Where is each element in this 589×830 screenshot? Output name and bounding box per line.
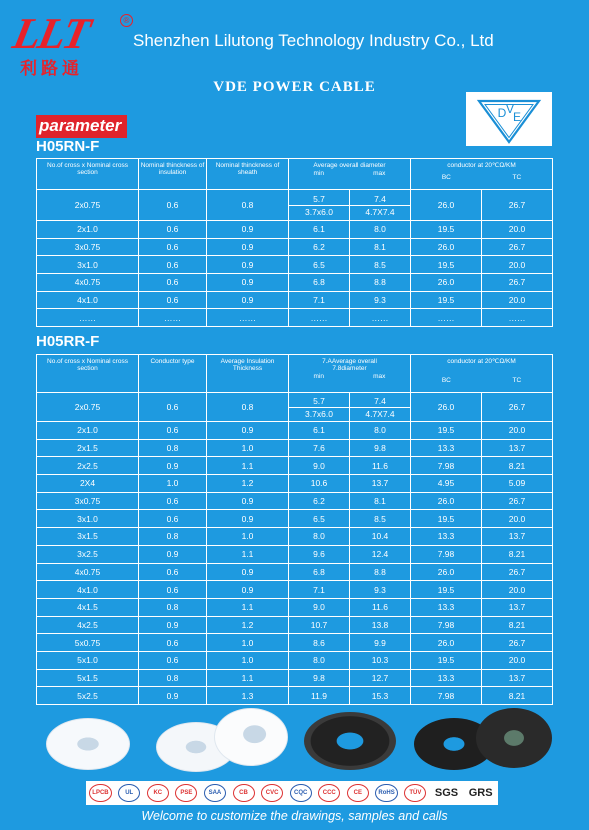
cell-max: 8.0	[350, 221, 411, 239]
cell-max: 8.1	[350, 492, 411, 510]
cell-min: 9.6	[289, 545, 350, 563]
table-row	[37, 274, 553, 292]
cell-tc: 26.7	[482, 563, 553, 581]
cell-sheath: 1.1	[207, 598, 289, 616]
table-row	[37, 221, 553, 239]
cell-sheath: 0.9	[207, 274, 289, 292]
cell-sheath: 1.1	[207, 669, 289, 687]
cell-size: 5x1.0	[37, 651, 139, 669]
table-row	[37, 616, 553, 634]
cell-tc: 20.0	[482, 291, 553, 309]
parameter-label: parameter	[36, 115, 127, 138]
table-row	[37, 190, 553, 221]
cell-ins: 0.8	[139, 528, 207, 546]
cell-tc: 26.7	[482, 393, 553, 422]
cell-size: 2x1.0	[37, 422, 139, 440]
cell-min: 10.6	[289, 475, 350, 493]
cell-sheath: 0.9	[207, 492, 289, 510]
cell-size: 3x1.0	[37, 510, 139, 528]
cell-tc: 5.09	[482, 475, 553, 493]
cell-bc: 19.5	[411, 510, 482, 528]
cell-ins: 0.6	[139, 422, 207, 440]
cell-sheath: 1.0	[207, 634, 289, 652]
cell-bc: 19.5	[411, 291, 482, 309]
cell-ins: 0.6	[139, 274, 207, 292]
cert-tv-icon: TÜV	[404, 784, 426, 802]
cell-max: 9.3	[350, 581, 411, 599]
cell-max: ……	[350, 309, 411, 327]
cert-ccc-icon: CCC	[318, 784, 340, 802]
cell-max	[350, 393, 411, 422]
table-row	[37, 581, 553, 599]
cell-ins: 0.9	[139, 545, 207, 563]
cell-tc: 20.0	[482, 221, 553, 239]
cell-tc: 20.0	[482, 256, 553, 274]
table-row	[37, 598, 553, 616]
cell-tc: 13.7	[482, 669, 553, 687]
vde-triangle-icon	[466, 92, 552, 146]
cell-ins: 0.6	[139, 581, 207, 599]
cell-min: 11.9	[289, 687, 350, 705]
cell-min: 7.1	[289, 581, 350, 599]
header-diameter-label-b: 7.8diameter	[332, 365, 367, 372]
cell-sheath: 1.2	[207, 475, 289, 493]
vde-letter-e: E	[512, 110, 522, 124]
cell-size: 2x0.75	[37, 393, 139, 422]
table-row	[37, 439, 553, 457]
cell-max: 8.5	[350, 256, 411, 274]
cell-min: 9.0	[289, 457, 350, 475]
cell-size: 2X4	[37, 475, 139, 493]
cell-bc: 26.0	[411, 393, 482, 422]
cell-sheath: 1.1	[207, 545, 289, 563]
cell-sheath: 0.9	[207, 563, 289, 581]
cell-size: ……	[37, 309, 139, 327]
cell-sheath: ……	[207, 309, 289, 327]
cell-size: 4x1.0	[37, 581, 139, 599]
cell-tc: 20.0	[482, 422, 553, 440]
header-max: max	[373, 373, 386, 380]
header-conductor	[411, 159, 553, 190]
cell-size: 2x2.5	[37, 457, 139, 475]
cell-sheath: 0.9	[207, 291, 289, 309]
cell-tc: 20.0	[482, 510, 553, 528]
cell-ins: 0.6	[139, 291, 207, 309]
header-insulation-thickness: Average Insulation Thickness	[207, 355, 289, 393]
cell-bc: 13.3	[411, 669, 482, 687]
cell-max: 10.4	[350, 528, 411, 546]
cell-min-value: 5.7	[289, 191, 349, 206]
cell-sheath: 0.9	[207, 238, 289, 256]
cell-min: 9.0	[289, 598, 350, 616]
cell-size: 3x0.75	[37, 492, 139, 510]
footer-slogan: Welcome to customize the drawings, samples and calls	[141, 809, 448, 823]
cell-max-flat: 4.7X7.4	[365, 207, 395, 217]
document-title: VDE POWER CABLE	[213, 79, 376, 95]
cell-max: 12.7	[350, 669, 411, 687]
header-diameter	[289, 355, 411, 393]
cell-sheath: 0.9	[207, 510, 289, 528]
cell-ins: 0.6	[139, 634, 207, 652]
cell-sheath: 0.8	[207, 190, 289, 221]
header-cross-section: No.of cross x Nominal cross section	[37, 355, 139, 393]
cell-size: 4x2.5	[37, 616, 139, 634]
cell-max: 8.5	[350, 510, 411, 528]
header-diameter-label: Average overall diameter	[313, 162, 386, 169]
cell-size: 2x0.75	[37, 190, 139, 221]
cert-ce-icon: CE	[347, 784, 369, 802]
cell-bc: ……	[411, 309, 482, 327]
cell-sheath: 0.9	[207, 221, 289, 239]
table1-title: H05RN-F	[36, 138, 100, 155]
cell-min-flat: 3.7x6.0	[305, 207, 333, 217]
cell-max-value: 7.4	[350, 191, 410, 206]
cell-max: 8.1	[350, 238, 411, 256]
cell-tc: 13.7	[482, 528, 553, 546]
cell-ins: 0.6	[139, 492, 207, 510]
cert-lpcb-icon: LPCB	[89, 784, 111, 802]
cell-tc: 8.21	[482, 457, 553, 475]
cell-min: 8.0	[289, 528, 350, 546]
table-row	[37, 651, 553, 669]
cell-max: 8.8	[350, 274, 411, 292]
cell-sheath: 0.9	[207, 256, 289, 274]
cell-size: 4x0.75	[37, 274, 139, 292]
certification-strip	[86, 781, 498, 805]
cell-bc: 26.0	[411, 634, 482, 652]
cell-min: 6.1	[289, 422, 350, 440]
cell-bc: 19.5	[411, 651, 482, 669]
cell-tc: 20.0	[482, 651, 553, 669]
table-row	[37, 687, 553, 705]
cell-tc: 8.21	[482, 687, 553, 705]
cell-max: 11.6	[350, 457, 411, 475]
cell-ins: 0.8	[139, 598, 207, 616]
cell-min: 7.6	[289, 439, 350, 457]
cell-min	[289, 190, 350, 221]
header-bc: BC	[441, 174, 451, 181]
cell-bc: 19.5	[411, 221, 482, 239]
cell-bc: 26.0	[411, 563, 482, 581]
cell-ins: 0.6	[139, 651, 207, 669]
table-row	[37, 492, 553, 510]
cell-tc: 20.0	[482, 581, 553, 599]
cell-size: 2x1.0	[37, 221, 139, 239]
cell-ins: 0.9	[139, 457, 207, 475]
cell-conductor-type: 0.6	[139, 393, 207, 422]
registered-mark: ®	[120, 14, 133, 27]
cell-min: 6.5	[289, 256, 350, 274]
cell-bc: 19.5	[411, 581, 482, 599]
cell-size: 3x0.75	[37, 238, 139, 256]
cell-ins: 0.6	[139, 510, 207, 528]
cell-bc: 19.5	[411, 422, 482, 440]
cell-tc: 26.7	[482, 274, 553, 292]
cell-tc: ……	[482, 309, 553, 327]
cell-bc: 13.3	[411, 439, 482, 457]
cell-max: 10.3	[350, 651, 411, 669]
cell-tc: 8.21	[482, 616, 553, 634]
cell-sheath: 1.3	[207, 687, 289, 705]
cell-size: 4x1.0	[37, 291, 139, 309]
cell-min: 7.1	[289, 291, 350, 309]
cell-ins: 1.0	[139, 475, 207, 493]
cell-max: 8.8	[350, 563, 411, 581]
table-row	[37, 634, 553, 652]
table-row	[37, 309, 553, 327]
header-min: min	[313, 170, 325, 177]
cert-cqc-icon: CQC	[290, 784, 312, 802]
cell-tc: 8.21	[482, 545, 553, 563]
cell-min: 6.8	[289, 563, 350, 581]
cert-pse-icon: PSE	[175, 784, 197, 802]
cell-min: 8.0	[289, 651, 350, 669]
cell-max: 15.3	[350, 687, 411, 705]
cell-bc: 26.0	[411, 492, 482, 510]
cell-max: 11.6	[350, 598, 411, 616]
header-conductor-label: conductor at 20℃Ω/KM	[447, 358, 516, 365]
cell-bc: 19.5	[411, 256, 482, 274]
table-row	[37, 528, 553, 546]
cell-min: 6.2	[289, 238, 350, 256]
table-row	[37, 510, 553, 528]
cell-insulation: 0.6	[139, 190, 207, 221]
vde-certification-logo	[466, 92, 552, 146]
cert-cb-icon: CB	[233, 784, 255, 802]
cell-bc: 4.95	[411, 475, 482, 493]
table-row	[37, 545, 553, 563]
logo-chinese-name: 利路通	[20, 59, 83, 78]
table-row	[37, 457, 553, 475]
cell-ins: 0.6	[139, 238, 207, 256]
cell-max: 9.8	[350, 439, 411, 457]
table2-title: H05RR-F	[36, 333, 100, 350]
cell-size: 5x0.75	[37, 634, 139, 652]
cell-min: 9.8	[289, 669, 350, 687]
cell-tc: 26.7	[482, 492, 553, 510]
table-row	[37, 475, 553, 493]
cell-size: 2x1.5	[37, 439, 139, 457]
cell-max	[350, 190, 411, 221]
cert-saa-icon: SAA	[204, 784, 226, 802]
table-row	[37, 291, 553, 309]
logo-mark: LLT	[8, 9, 94, 58]
cell-sheath: 1.1	[207, 457, 289, 475]
vde-letter-v: V	[505, 102, 515, 116]
cell-insulation: 0.8	[207, 393, 289, 422]
cert-sgs-icon: SGS	[434, 787, 459, 799]
cell-max: 13.8	[350, 616, 411, 634]
cell-bc: 7.98	[411, 687, 482, 705]
cell-sheath: 1.2	[207, 616, 289, 634]
cell-bc: 7.98	[411, 545, 482, 563]
header-diameter	[289, 159, 411, 190]
cert-rohs-icon: RoHS	[375, 784, 397, 802]
cell-bc: 7.98	[411, 616, 482, 634]
table-row	[37, 563, 553, 581]
cell-size: 3x1.0	[37, 256, 139, 274]
cert-ul-icon: UL	[118, 784, 140, 802]
cell-min: 6.5	[289, 510, 350, 528]
cell-ins: 0.8	[139, 669, 207, 687]
header-diameter-label-a: 7.AAverage overall	[322, 358, 377, 365]
header-conductor	[411, 355, 553, 393]
cert-kc-icon: KC	[147, 784, 169, 802]
cell-size: 5x1.5	[37, 669, 139, 687]
cell-max: 8.0	[350, 422, 411, 440]
cell-max: 13.7	[350, 475, 411, 493]
cell-size: 4x0.75	[37, 563, 139, 581]
header-max: max	[373, 170, 386, 177]
cell-sheath: 0.9	[207, 581, 289, 599]
cell-tc: 26.7	[482, 238, 553, 256]
cell-min: 8.6	[289, 634, 350, 652]
cell-min: 10.7	[289, 616, 350, 634]
header-conductor-label: conductor at 20℃Ω/KM	[447, 162, 516, 169]
cell-min: ……	[289, 309, 350, 327]
header-insulation: Nominal thinckness of insulation	[139, 159, 207, 190]
table-row	[37, 256, 553, 274]
cell-ins: 0.8	[139, 439, 207, 457]
cell-max: 9.9	[350, 634, 411, 652]
cell-size: 3x1.5	[37, 528, 139, 546]
cell-bc: 13.3	[411, 528, 482, 546]
cell-max: 9.3	[350, 291, 411, 309]
cell-bc: 7.98	[411, 457, 482, 475]
header-conductor-type: Conductor type	[139, 355, 207, 393]
cell-bc: 26.0	[411, 190, 482, 221]
cell-sheath: 1.0	[207, 528, 289, 546]
cell-ins: 0.6	[139, 221, 207, 239]
header-cross-section: No.of cross x Nominal cross section	[37, 159, 139, 190]
cell-min: 6.2	[289, 492, 350, 510]
header-sheath: Nominal thinckness of sheath	[207, 159, 289, 190]
cell-ins: 0.9	[139, 687, 207, 705]
cell-size: 3x2.5	[37, 545, 139, 563]
table-row	[37, 422, 553, 440]
cell-ins: 0.9	[139, 616, 207, 634]
cell-tc: 26.7	[482, 190, 553, 221]
cell-min: 6.8	[289, 274, 350, 292]
cell-tc: 13.7	[482, 598, 553, 616]
h05rn-f-table	[36, 158, 553, 327]
cell-max-value: 7.4	[350, 393, 410, 408]
cell-sheath: 1.0	[207, 651, 289, 669]
cell-min: 6.1	[289, 221, 350, 239]
header-tc: TC	[512, 377, 522, 384]
cert-grs-icon: GRS	[468, 787, 493, 799]
product-photos	[36, 708, 552, 776]
cell-bc: 13.3	[411, 598, 482, 616]
cell-sheath: 1.0	[207, 439, 289, 457]
cell-bc: 26.0	[411, 274, 482, 292]
table-header-row	[37, 159, 553, 190]
cell-ins: 0.6	[139, 563, 207, 581]
table-row	[37, 393, 553, 422]
cell-max-flat: 4.7X7.4	[365, 409, 395, 419]
header-bc: BC	[441, 377, 451, 384]
cell-sheath: 0.9	[207, 422, 289, 440]
cell-size: 4x1.5	[37, 598, 139, 616]
vde-letter-d: D	[497, 106, 507, 120]
cell-min	[289, 393, 350, 422]
cell-min-value: 5.7	[289, 393, 349, 408]
cell-ins: 0.6	[139, 256, 207, 274]
cell-ins: ……	[139, 309, 207, 327]
table-header-row	[37, 355, 553, 393]
cert-cvc-icon: CVC	[261, 784, 283, 802]
header-min: min	[313, 373, 325, 380]
company-name: Shenzhen Lilutong Technology Industry Co., Ltd	[133, 31, 494, 50]
cell-size: 5x2.5	[37, 687, 139, 705]
cell-min-flat: 3.7x6.0	[305, 409, 333, 419]
cell-tc: 13.7	[482, 439, 553, 457]
table-row	[37, 669, 553, 687]
cell-bc: 26.0	[411, 238, 482, 256]
cell-max: 12.4	[350, 545, 411, 563]
table-row	[37, 238, 553, 256]
h05rr-f-table	[36, 354, 553, 705]
cell-tc: 26.7	[482, 634, 553, 652]
company-logo	[8, 9, 132, 78]
header-tc: TC	[512, 174, 522, 181]
